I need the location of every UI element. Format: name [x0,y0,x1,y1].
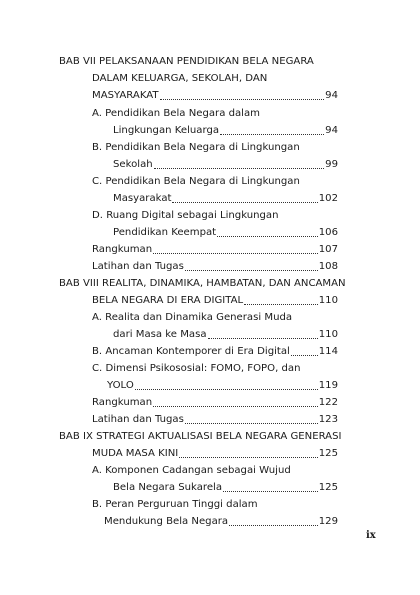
toc-entry [59,54,338,70]
toc-entry [92,174,338,190]
toc-entry-page: 108 [318,261,338,272]
leader-dots [179,456,317,458]
toc-entry-page: 114 [318,346,338,357]
toc-entry-page: 107 [318,244,338,255]
toc-entry [92,344,338,360]
leader-dots [154,167,324,169]
leader-dots [172,201,317,203]
toc-entry [92,446,338,462]
leader-dots [153,405,318,407]
leader-dots [229,524,318,526]
leader-dots [220,133,324,135]
toc-entry-text: Masyarakat [113,193,172,204]
toc-entry-text: C. Dimensi Psikososial: FOMO, FOPO, dan [92,363,301,374]
toc-entry-text: A. Komponen Cadangan sebagai Wujud [92,465,291,476]
toc-entry-text: BAB VII PELAKSANAAN PENDIDIKAN BELA NEGARA [59,56,314,67]
toc-entry [92,106,338,122]
toc-entry-page: 123 [318,414,338,425]
toc-entry-page: 129 [318,516,338,527]
leader-dots [153,252,318,254]
toc-entry [92,242,338,258]
toc-entry-page: 110 [318,329,338,340]
toc-entry [59,276,350,292]
toc-entry-page: 119 [318,380,338,391]
toc-entry-page: 122 [318,397,338,408]
toc-entry-text: dari Masa ke Masa [113,329,207,340]
leader-dots [217,235,318,237]
toc-entry [92,293,338,309]
toc-entry [107,378,338,394]
toc-entry-text: D. Ruang Digital sebagai Lingkungan [92,210,279,221]
toc-entry-text: DALAM KELUARGA, SEKOLAH, DAN [92,73,268,84]
leader-dots [185,422,318,424]
toc-entry-text: A. Realita dan Dinamika Generasi Muda [92,312,293,323]
toc-entry-text: A. Pendidikan Bela Negara dalam [92,108,261,119]
toc-entry-page: 125 [318,448,338,459]
toc-entry [92,88,338,104]
toc-entry-text: Lingkungan Keluarga [113,125,220,136]
toc-entry-text: Latihan dan Tugas [92,261,184,272]
toc-entry [113,327,338,343]
leader-dots [291,354,318,356]
toc-entry [92,140,338,156]
toc-entry [113,225,338,241]
toc-entry-text: B. Peran Perguruan Tinggi dalam [92,499,258,510]
toc-entry [92,412,338,428]
leader-dots [244,303,318,305]
toc-entry [113,123,338,139]
toc-entry-text: C. Pendidikan Bela Negara di Lingkungan [92,176,300,187]
toc-entry [92,259,338,275]
toc-entry-page: 106 [318,227,338,238]
toc-entry [113,191,338,207]
toc-entry-page: 125 [318,482,338,493]
toc-entry [59,429,350,445]
leader-dots [223,490,318,492]
toc-entry-text: BELA NEGARA DI ERA DIGITAL [92,295,244,306]
leader-dots [135,388,318,390]
toc-entry [104,514,338,530]
toc-entry [113,157,338,173]
toc-entry-text: Rangkuman [92,397,153,408]
toc-entry-text: Mendukung Bela Negara [104,516,229,527]
toc-entry-text: Bela Negara Sukarela [113,482,223,493]
leader-dots [185,269,318,271]
toc-entry-page: 99 [325,159,338,170]
toc-entry-text: YOLO [107,380,134,391]
toc-entry [92,497,338,513]
page-number: ix [366,530,376,541]
toc-entry-text: BAB IX STRATEGI AKTUALISASI BELA NEGARA GENERASI [59,431,342,442]
toc-entry [92,395,338,411]
toc-entry [113,480,338,496]
toc-entry [92,310,338,326]
toc-entry-page: 94 [325,90,338,101]
toc-entry-text: Sekolah [113,159,153,170]
toc-entry-page: 102 [318,193,338,204]
toc-entry-page: 110 [318,295,338,306]
toc-entry-text: Pendidikan Keempat [113,227,217,238]
toc-entry-text: Latihan dan Tugas [92,414,184,425]
leader-dots [208,337,318,339]
leader-dots [160,98,325,100]
toc-entry [92,463,338,479]
toc-entry-page: 94 [325,125,338,136]
toc-entry-text: B. Ancaman Kontemporer di Era Digital [92,346,290,357]
toc-entry-text: MUDA MASA KINI [92,448,179,459]
toc-entry-text: MASYARAKAT [92,90,159,101]
toc-entry-text: Rangkuman [92,244,153,255]
toc-entry [92,361,338,377]
toc-entry [92,208,338,224]
toc-entry [92,71,338,87]
toc-entry-text: BAB VIII REALITA, DINAMIKA, HAMBATAN, DAN ANCAMAN [59,278,346,289]
toc-entry-text: B. Pendidikan Bela Negara di Lingkungan [92,142,300,153]
